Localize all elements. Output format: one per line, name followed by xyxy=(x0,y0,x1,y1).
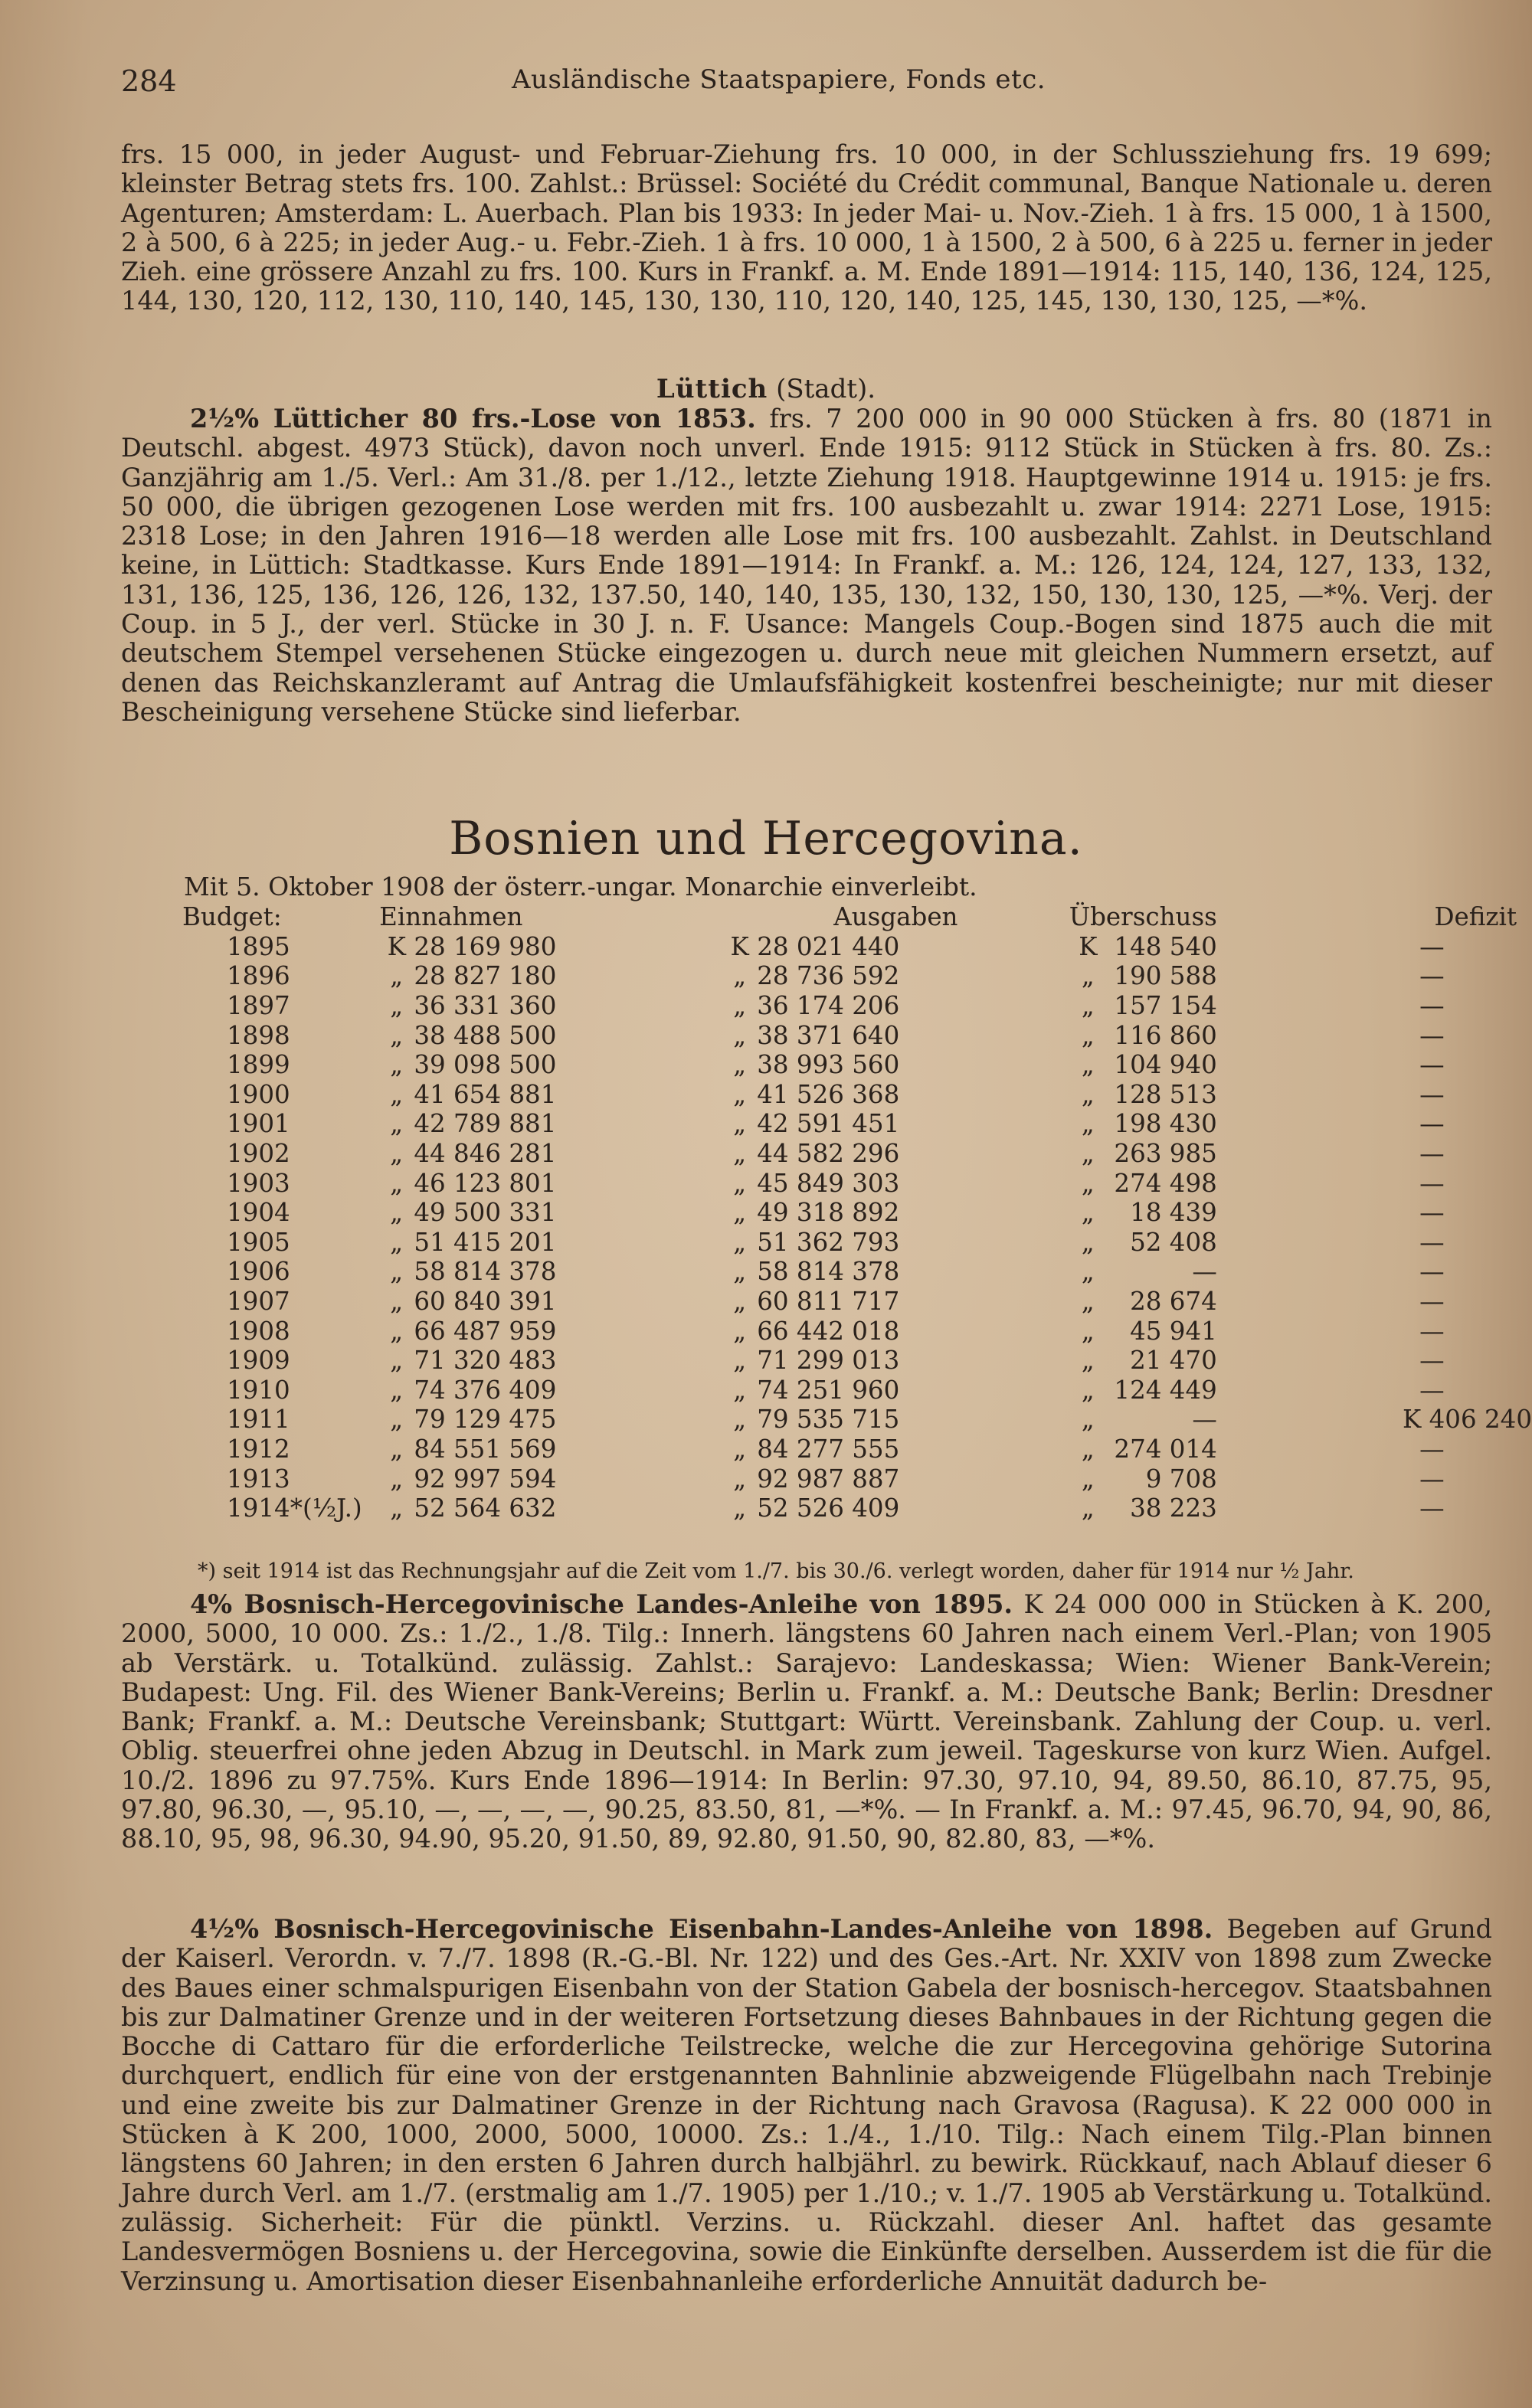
deficit-value: — xyxy=(1419,1257,1445,1287)
header-surplus: Überschuss xyxy=(1069,902,1217,932)
expenses-value: 44 582 296 xyxy=(757,1139,900,1169)
budget-row xyxy=(182,1257,1532,1287)
deficit-value: — xyxy=(1419,991,1445,1021)
expenses-value: 66 442 018 xyxy=(757,1316,900,1346)
income-prefix: „ xyxy=(390,1227,404,1257)
income-value: 71 320 483 xyxy=(414,1346,557,1376)
loan-1898-rate: 4½% xyxy=(190,1914,260,1944)
income-value: 49 500 331 xyxy=(414,1198,557,1228)
expenses-value: 49 318 892 xyxy=(757,1198,900,1228)
income-value: 28 827 180 xyxy=(414,961,557,991)
surplus-prefix: „ xyxy=(1081,1198,1095,1228)
budget-row xyxy=(182,1109,1532,1139)
loan-1898-text: Begeben auf Grund der Kaiserl. Verordn. v. 7./7. 1898 (R.-G.-Bl. Nr. 122) und des Ges.-Art. Nr. XXIV von 1898 zum Zwecke des Baues einer schmalspurigen Eisenbahn von der Station Gabela der bosnisch-hercegov. Staatsbahnen bis zur Dalmatiner Grenze und in der weiteren Fortsetzung dieses Bahnbaues in der Richtung gegen die Bocche di Cattaro für die erforderliche Teilstrecke, welche die zur Hercegovina gehörige Sutorina durchquert, endlich für eine von der erstgenannten Bahnlinie abzweigende Flügelbahn nach Trebinje und eine zweite bis zur Dalmatiner Grenze in der Richtung nach Gravosa (Ragusa). K 22 000 000 in Stücken à K 200, 1000, 2000, 5000, 10000. Zs.: 1./4., 1./10. Tilg.: Nach einem Tilg.-Plan binnen längstens 60 Jahren; in den ersten 6 Jahren durch halbjährl. zu bewirk. Rückkauf, nach Ablauf dieser 6 Jahre durch Verl. am 1./7. (erstmalig am 1./7. 1905) per 1./10.; v. 1./7. 1905 ab Verstärkung u. Totalkünd. zulässig. Sicherheit: Für die pünktl. Verzins. u. Rückzahl. dieser Anl. haftet das gesamte Landesvermögen Bosniens u. der Hercegovina, sowie die Einkünfte derselben. Ausserdem ist die für die Verzinsung u. Amortisation dieser Eisenbahnanleihe erforderliche Annuität dadurch be- xyxy=(121,1914,1492,2296)
column-spacer xyxy=(556,1346,722,1376)
income-prefix: „ xyxy=(390,1109,404,1139)
column-spacer xyxy=(899,1346,1069,1376)
budget-row xyxy=(182,1376,1532,1405)
surplus-prefix: „ xyxy=(1081,1494,1095,1523)
expenses-prefix: K xyxy=(730,931,749,961)
surplus-value: 263 985 xyxy=(1114,1139,1217,1169)
column-spacer xyxy=(556,1287,722,1317)
budget-row xyxy=(182,1168,1532,1198)
deficit-value: — xyxy=(1419,1020,1445,1050)
liege-loan-text: frs. 7 200 000 in 90 000 Stücken à frs. 80 (1871 in Deutschl. abgest. 4973 Stück), davon noch unverl. Ende 1915: 9112 Stück in Stücken à frs. 80. Zs.: Ganzjährig am 1./5. Verl.: Am 31./8. per 1./12., letzte Ziehung 1918. Hauptgewinne 1914 u. 1915: je frs. 50 000, die übrigen gezogenen Lose werden mit frs. 100 ausbezahlt u. zwar 1914: 2271 Lose, 1915: 2318 Lose; in den Jahren 1916—18 werden alle Lose mit frs. 100 ausbezahlt. Zahlst. in Deutschland keine, in Lüttich: Stadtkasse. Kurs Ende 1891—1914: In Frankf. a. M.: 126, 124, 124, 127, 133, 132, 131, 136, 125, 136, 126, 126, 132, 137.50, 140, 140, 135, 130, 132, 150, 130, 130, 125, —*%. Verj. der Coup. in 5 J., der verl. Stücke in 30 J. n. F. Usance: Mangels Coup.-Bogen sind 1875 auch die mit deutschem Stempel versehenen Stücke eingezogen u. durch neue mit gleichen Nummern ersetzt, auf denen das Reichskanzleramt auf Antrag die Umlaufsfähigkeit kostenfrei bescheinigte; nur mit dieser Bescheinigung versehene Stücke sind lieferbar. xyxy=(121,404,1492,727)
expenses-prefix: „ xyxy=(733,1316,747,1346)
intro-paragraph xyxy=(121,140,1492,316)
surplus-prefix: „ xyxy=(1081,1139,1095,1169)
income-value: 60 840 391 xyxy=(414,1287,557,1317)
column-spacer xyxy=(556,1464,722,1494)
budget-row xyxy=(182,1139,1532,1169)
income-value: 39 098 500 xyxy=(414,1050,557,1080)
expenses-prefix: „ xyxy=(733,1346,747,1376)
income-value: 38 488 500 xyxy=(414,1020,557,1050)
expenses-prefix: „ xyxy=(733,1020,747,1050)
surplus-value: 274 014 xyxy=(1114,1434,1217,1464)
budget-year: 1904 xyxy=(227,1198,290,1228)
budget-table xyxy=(182,902,1532,1523)
surplus-value: 52 408 xyxy=(1130,1227,1217,1257)
budget-year: 1895 xyxy=(227,931,290,961)
budget-footnote: *) seit 1914 ist das Rechnungsjahr auf die Zeit vom 1./7. bis 30./6. verlegt worden, daher für 1914 nur ½ Jahr. xyxy=(198,1559,1354,1583)
deficit-value: — xyxy=(1419,931,1445,961)
column-spacer xyxy=(556,1050,722,1080)
expenses-value: 36 174 206 xyxy=(757,991,900,1021)
expenses-prefix: „ xyxy=(733,1405,747,1435)
surplus-value: — xyxy=(1192,1405,1217,1435)
budget-year: 1912 xyxy=(227,1434,290,1464)
surplus-prefix: „ xyxy=(1081,1434,1095,1464)
surplus-prefix: „ xyxy=(1081,1464,1095,1494)
surplus-prefix: „ xyxy=(1081,1079,1095,1109)
expenses-value: 74 251 960 xyxy=(757,1375,900,1405)
deficit-value: — xyxy=(1419,1316,1445,1346)
surplus-value: 9 708 xyxy=(1145,1464,1217,1494)
loan-1895-entry xyxy=(121,1590,1492,1854)
surplus-value: 45 941 xyxy=(1130,1316,1217,1346)
expenses-value: 28 736 592 xyxy=(757,961,900,991)
expenses-value: 84 277 555 xyxy=(757,1434,900,1464)
deficit-value: — xyxy=(1419,1139,1445,1169)
income-prefix: „ xyxy=(390,1494,404,1523)
income-value: 41 654 881 xyxy=(414,1079,557,1109)
running-title: Ausländische Staatspapiere, Fonds etc. xyxy=(512,64,1046,95)
budget-row xyxy=(182,1050,1532,1080)
loan-1895-title: Bosnisch-Hercegovinische Landes-Anleihe von 1895. xyxy=(232,1589,1013,1619)
expenses-prefix: „ xyxy=(733,1079,747,1109)
deficit-value: — xyxy=(1419,961,1445,991)
income-value: 74 376 409 xyxy=(414,1375,557,1405)
budget-year: 1896 xyxy=(227,961,290,991)
loan-1895-text: K 24 000 000 in Stücken à K. 200, 2000, 5000, 10 000. Zs.: 1./2., 1./8. Tilg.: Innerh. längstens 60 Jahren nach einem Verl.-Plan; von 1905 ab Verstärk. u. Totalkünd. zulässig. Zahlst.: Sarajevo: Landeskassa; Wien: Wiener Bank-Verein; Budapest: Ung. Fil. des Wiener Bank-Vereins; Berlin u. Frankf. a. M.: Deutsche Bank; Berlin: Dresdner Bank; Frankf. a. M.: Deutsche Vereinsbank; Stuttgart: Württ. Vereinsbank. Zahlung der Coup. u. verl. Oblig. steuerfrei ohne jeden Abzug in Deutschl. in Mark zum jeweil. Tageskurse von kurz Wien. Aufgel. 10./2. 1896 zu 97.75%. Kurs Ende 1896—1914: In Berlin: 97.30, 97.10, 94, 89.50, 86.10, 87.75, 95, 97.80, 96.30, —, 95.10, —, —, —, —, 90.25, 83.50, 81, —*%. — In Frankf. a. M.: 97.45, 96.70, 94, 90, 86, 88.10, 95, 98, 96.30, 94.90, 95.20, 91.50, 89, 92.80, 91.50, 90, 82.80, 83, —*%. xyxy=(121,1589,1492,1854)
budget-year: 1905 xyxy=(227,1227,290,1257)
income-value: 28 169 980 xyxy=(414,931,557,961)
budget-year: 1913 xyxy=(227,1464,290,1494)
column-spacer xyxy=(899,1257,1069,1287)
surplus-prefix: „ xyxy=(1081,961,1095,991)
income-prefix: „ xyxy=(390,1434,404,1464)
deficit-value: — xyxy=(1419,1079,1445,1109)
income-prefix: „ xyxy=(390,1375,404,1405)
income-prefix: K xyxy=(387,931,406,961)
income-value: 51 415 201 xyxy=(414,1227,557,1257)
column-spacer xyxy=(556,961,722,991)
surplus-value: 198 430 xyxy=(1114,1109,1217,1139)
budget-year: 1910 xyxy=(227,1375,290,1405)
income-prefix: „ xyxy=(390,1050,404,1080)
income-value: 52 564 632 xyxy=(414,1494,557,1523)
surplus-prefix: „ xyxy=(1081,1020,1095,1050)
budget-body xyxy=(182,932,1532,1523)
budget-year: 1897 xyxy=(227,991,290,1021)
column-spacer xyxy=(556,1198,722,1228)
budget-year: 1899 xyxy=(227,1050,290,1080)
deficit-value: — xyxy=(1419,1434,1445,1464)
budget-row xyxy=(182,1020,1532,1050)
income-prefix: „ xyxy=(390,1020,404,1050)
deficit-value: — xyxy=(1419,1375,1445,1405)
column-spacer xyxy=(899,1228,1069,1258)
budget-row xyxy=(182,1405,1532,1435)
expenses-prefix: „ xyxy=(733,991,747,1021)
income-prefix: „ xyxy=(390,1139,404,1169)
income-value: 79 129 475 xyxy=(414,1405,557,1435)
expenses-value: 38 993 560 xyxy=(757,1050,900,1080)
budget-row xyxy=(182,1435,1532,1464)
deficit-value: K 406 240 xyxy=(1402,1405,1532,1435)
deficit-value: — xyxy=(1419,1346,1445,1376)
expenses-value: 79 535 715 xyxy=(757,1405,900,1435)
expenses-value: 92 987 887 xyxy=(757,1464,900,1494)
budget-row xyxy=(182,1316,1532,1346)
expenses-prefix: „ xyxy=(733,1287,747,1317)
surplus-prefix: „ xyxy=(1081,1316,1095,1346)
budget-year: 1909 xyxy=(227,1346,290,1376)
column-spacer xyxy=(899,991,1069,1021)
budget-year: 1900 xyxy=(227,1079,290,1109)
deficit-value: — xyxy=(1419,1227,1445,1257)
expenses-prefix: „ xyxy=(733,1168,747,1198)
page-number: 284 xyxy=(121,64,177,98)
budget-year: 1901 xyxy=(227,1109,290,1139)
budget-row xyxy=(182,1287,1532,1317)
column-spacer xyxy=(556,1316,722,1346)
column-spacer xyxy=(556,1257,722,1287)
liege-loan-entry xyxy=(121,404,1492,727)
column-spacer xyxy=(899,1050,1069,1080)
intro-text: frs. 15 000, in jeder August- und Februar-Ziehung frs. 10 000, in der Schlussziehung frs. 19 699; kleinster Betrag stets frs. 100. Zahlst.: Brüssel: Société du Crédit communal, Banque Nationale u. deren Agenturen; Amsterdam: L. Auerbach. Plan bis 1933: In jeder Mai- u. Nov.-Zieh. 1 à frs. 15 000, 1 à 1500, 2 à 500, 6 à 225; in jeder Aug.- u. Febr.-Zieh. 1 à frs. 10 000, 1 à 1500, 2 à 500, 6 à 225 u. ferner in jeder Zieh. eine grössere Anzahl zu frs. 100. Kurs in Frankf. a. M. Ende 1891—1914: 115, 140, 136, 124, 125, 144, 130, 120, 112, 130, 110, 140, 145, 130, 130, 110, 120, 140, 125, 145, 130, 130, 125, —*%. xyxy=(121,139,1492,316)
bosnia-subtitle: Mit 5. Oktober 1908 der österr.-ungar. Monarchie einverleibt. xyxy=(184,872,977,901)
column-spacer xyxy=(899,1316,1069,1346)
liege-loan-rate: 2½% xyxy=(190,404,260,434)
expenses-value: 52 526 409 xyxy=(757,1494,900,1523)
surplus-value: 128 513 xyxy=(1114,1079,1217,1109)
income-prefix: „ xyxy=(390,991,404,1021)
budget-row xyxy=(182,1080,1532,1110)
expenses-prefix: „ xyxy=(733,1494,747,1523)
column-spacer xyxy=(899,1198,1069,1228)
column-spacer xyxy=(556,1494,722,1523)
budget-year: 1908 xyxy=(227,1316,290,1346)
income-value: 66 487 959 xyxy=(414,1316,557,1346)
liege-title-rest: (Stadt). xyxy=(768,374,876,404)
surplus-value: 104 940 xyxy=(1114,1050,1217,1080)
surplus-value: 21 470 xyxy=(1130,1346,1217,1376)
budget-year: 1898 xyxy=(227,1020,290,1050)
expenses-prefix: „ xyxy=(733,1109,747,1139)
surplus-value: — xyxy=(1192,1257,1217,1287)
surplus-value: 28 674 xyxy=(1130,1287,1217,1317)
expenses-value: 28 021 440 xyxy=(757,931,900,961)
income-prefix: „ xyxy=(390,1346,404,1376)
surplus-prefix: „ xyxy=(1081,1257,1095,1287)
expenses-prefix: „ xyxy=(733,961,747,991)
income-prefix: „ xyxy=(390,1464,404,1494)
budget-header-row xyxy=(182,902,1532,932)
surplus-value: 190 588 xyxy=(1114,961,1217,991)
surplus-prefix: „ xyxy=(1081,1050,1095,1080)
income-prefix: „ xyxy=(390,1257,404,1287)
budget-year: 1906 xyxy=(227,1257,290,1287)
column-spacer xyxy=(556,1168,722,1198)
column-spacer xyxy=(899,932,1069,962)
surplus-value: 18 439 xyxy=(1130,1198,1217,1228)
budget-row xyxy=(182,991,1532,1021)
income-value: 84 551 569 xyxy=(414,1434,557,1464)
header-income: Einnahmen xyxy=(379,902,523,932)
expenses-value: 38 371 640 xyxy=(757,1020,900,1050)
column-spacer xyxy=(556,991,722,1021)
budget-row xyxy=(182,1198,1532,1228)
income-prefix: „ xyxy=(390,1198,404,1228)
column-spacer xyxy=(899,1109,1069,1139)
column-spacer xyxy=(899,1405,1069,1435)
column-spacer xyxy=(899,1020,1069,1050)
column-spacer xyxy=(556,1435,722,1464)
section-title-liege xyxy=(0,374,1532,404)
page-header xyxy=(121,64,1492,110)
header-deficit: Defizit xyxy=(1434,902,1517,932)
surplus-prefix: „ xyxy=(1081,1405,1095,1435)
expenses-prefix: „ xyxy=(733,1050,747,1080)
expenses-prefix: „ xyxy=(733,1375,747,1405)
loan-1895-rate: 4% xyxy=(190,1589,233,1619)
budget-year: 1903 xyxy=(227,1168,290,1198)
column-spacer xyxy=(899,1287,1069,1317)
expenses-value: 51 362 793 xyxy=(757,1227,900,1257)
income-value: 42 789 881 xyxy=(414,1109,557,1139)
column-spacer xyxy=(899,1494,1069,1523)
income-prefix: „ xyxy=(390,1316,404,1346)
expenses-value: 42 591 451 xyxy=(757,1109,900,1139)
deficit-value: — xyxy=(1419,1198,1445,1228)
surplus-prefix: K xyxy=(1079,931,1098,961)
budget-year: 1902 xyxy=(227,1139,290,1169)
section-title-bosnia: Bosnien und Hercegovina. xyxy=(449,812,1083,865)
budget-row xyxy=(182,1464,1532,1494)
income-value: 44 846 281 xyxy=(414,1139,557,1169)
expenses-value: 60 811 717 xyxy=(757,1287,900,1317)
column-spacer xyxy=(899,1139,1069,1169)
column-spacer xyxy=(899,1376,1069,1405)
budget-row xyxy=(182,1494,1532,1523)
income-prefix: „ xyxy=(390,1079,404,1109)
income-value: 92 997 594 xyxy=(414,1464,557,1494)
column-spacer xyxy=(899,961,1069,991)
income-prefix: „ xyxy=(390,961,404,991)
column-spacer xyxy=(556,1405,722,1435)
surplus-prefix: „ xyxy=(1081,1375,1095,1405)
income-value: 46 123 801 xyxy=(414,1168,557,1198)
income-value: 36 331 360 xyxy=(414,991,557,1021)
deficit-value: — xyxy=(1419,1168,1445,1198)
column-spacer xyxy=(899,1435,1069,1464)
expenses-prefix: „ xyxy=(733,1227,747,1257)
column-spacer xyxy=(556,1376,722,1405)
surplus-value: 124 449 xyxy=(1114,1375,1217,1405)
income-prefix: „ xyxy=(390,1168,404,1198)
expenses-prefix: „ xyxy=(733,1434,747,1464)
expenses-value: 71 299 013 xyxy=(757,1346,900,1376)
column-spacer xyxy=(556,1109,722,1139)
loan-1898-entry xyxy=(121,1915,1492,2296)
expenses-prefix: „ xyxy=(733,1198,747,1228)
liege-title-bold: Lüttich xyxy=(656,374,768,404)
column-spacer xyxy=(899,1464,1069,1494)
budget-year: 1907 xyxy=(227,1287,290,1317)
surplus-prefix: „ xyxy=(1081,991,1095,1021)
loan-1898-title: Bosnisch-Hercegovinische Eisenbahn-Landes-Anleihe von 1898. xyxy=(259,1914,1213,1944)
surplus-value: 148 540 xyxy=(1114,931,1217,961)
column-spacer xyxy=(899,1080,1069,1110)
column-spacer xyxy=(556,1139,722,1169)
deficit-value: — xyxy=(1419,1287,1445,1317)
expenses-value: 58 814 378 xyxy=(757,1257,900,1287)
surplus-prefix: „ xyxy=(1081,1168,1095,1198)
liege-loan-title: Lütticher 80 frs.-Lose von 1853. xyxy=(259,404,756,434)
column-spacer xyxy=(556,932,722,962)
budget-year: 1914*(½J.) xyxy=(227,1494,362,1523)
expenses-value: 45 849 303 xyxy=(757,1168,900,1198)
column-spacer xyxy=(556,1080,722,1110)
expenses-prefix: „ xyxy=(733,1257,747,1287)
header-expenses: Ausgaben xyxy=(833,902,958,932)
expenses-prefix: „ xyxy=(733,1464,747,1494)
surplus-value: 116 860 xyxy=(1114,1020,1217,1050)
budget-row xyxy=(182,961,1532,991)
income-prefix: „ xyxy=(390,1287,404,1317)
expenses-value: 41 526 368 xyxy=(757,1079,900,1109)
budget-row xyxy=(182,1346,1532,1376)
header-budget: Budget: xyxy=(182,902,282,932)
column-spacer xyxy=(556,1020,722,1050)
budget-row xyxy=(182,932,1532,962)
budget-row xyxy=(182,1228,1532,1258)
surplus-prefix: „ xyxy=(1081,1346,1095,1376)
deficit-value: — xyxy=(1419,1109,1445,1139)
surplus-prefix: „ xyxy=(1081,1287,1095,1317)
income-value: 58 814 378 xyxy=(414,1257,557,1287)
deficit-value: — xyxy=(1419,1464,1445,1494)
surplus-value: 38 223 xyxy=(1130,1494,1217,1523)
surplus-prefix: „ xyxy=(1081,1227,1095,1257)
surplus-value: 274 498 xyxy=(1114,1168,1217,1198)
surplus-prefix: „ xyxy=(1081,1109,1095,1139)
column-spacer xyxy=(556,1228,722,1258)
budget-year: 1911 xyxy=(227,1405,290,1435)
income-prefix: „ xyxy=(390,1405,404,1435)
column-spacer xyxy=(899,1168,1069,1198)
deficit-value: — xyxy=(1419,1050,1445,1080)
deficit-value: — xyxy=(1419,1494,1445,1523)
surplus-value: 157 154 xyxy=(1114,991,1217,1021)
expenses-prefix: „ xyxy=(733,1139,747,1169)
